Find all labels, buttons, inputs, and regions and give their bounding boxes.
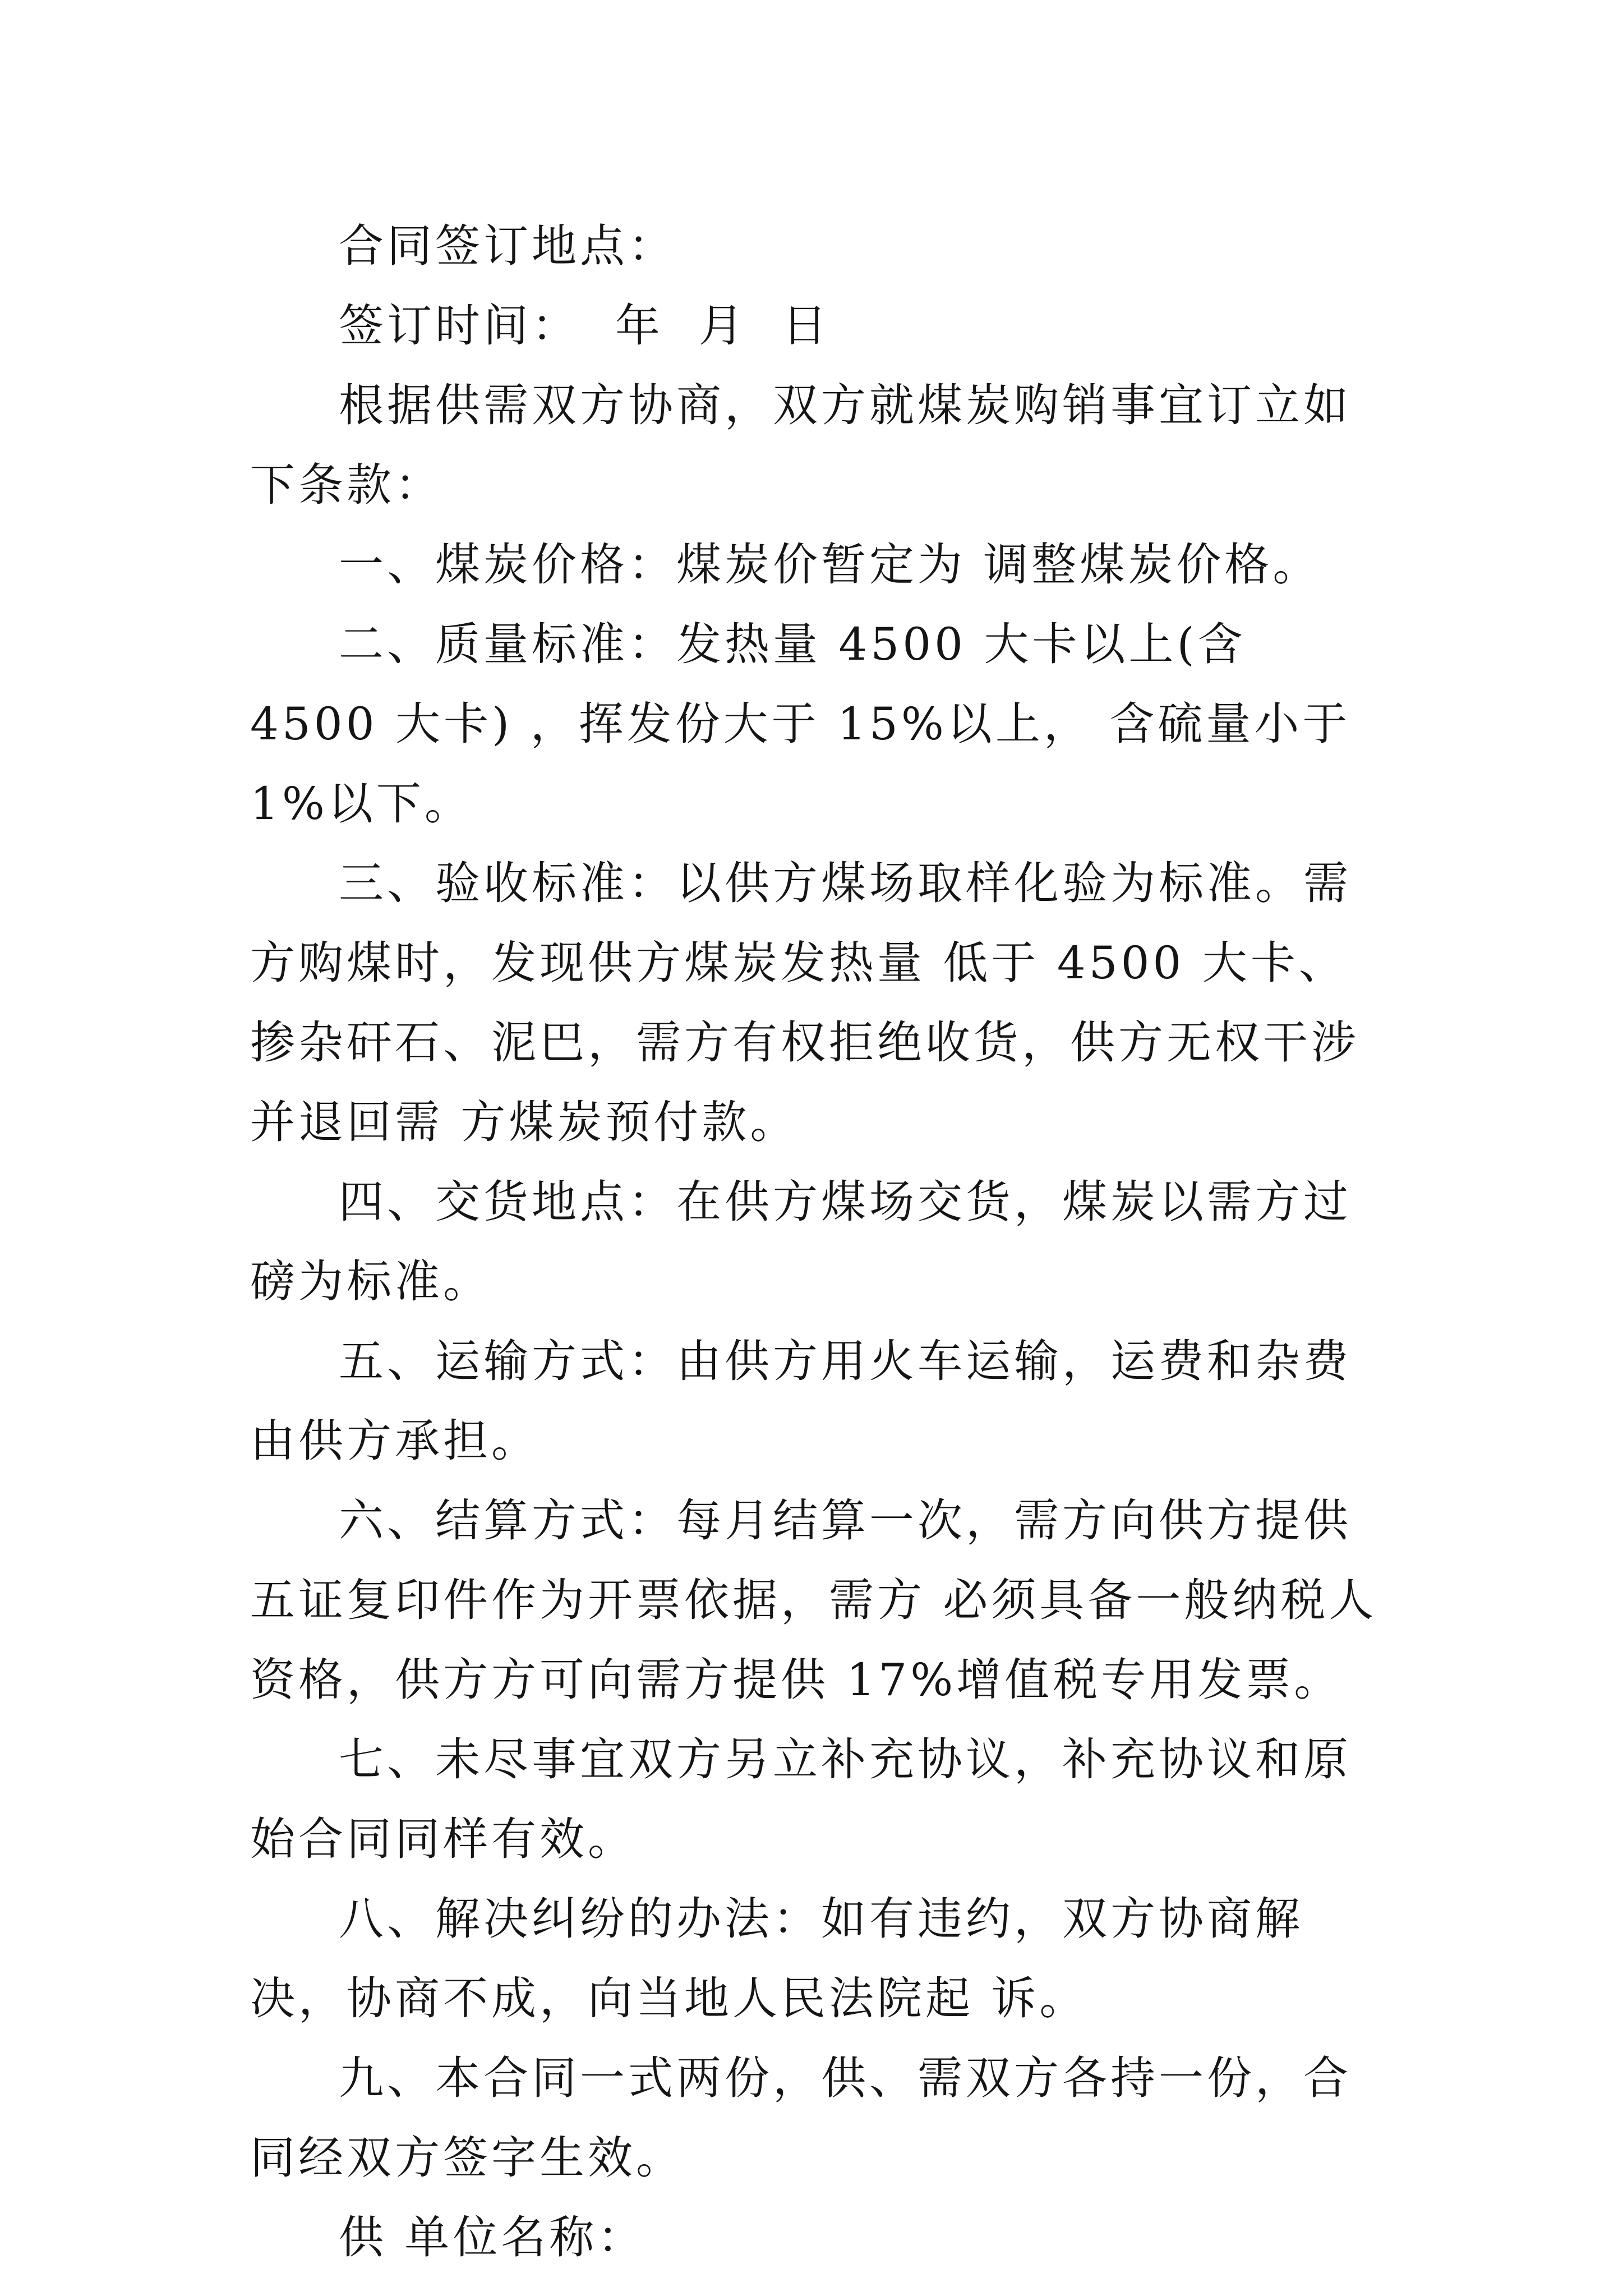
clause-6-settlement: 六、结算方式：每月结算一次，需方向供方提供五证复印件作为开票依据，需方 必须具备一般纳税人资格，供方方可向需方提供 17%增值税专用发票。 bbox=[250, 1494, 1377, 1706]
clause-4-delivery: 四、交货地点：在供方煤场交货，煤炭以需方过磅为标准。 bbox=[250, 1176, 1352, 1308]
clause-5-transport: 五、运输方式：由供方用火车运输，运费和杂费由供方承担。 bbox=[250, 1335, 1352, 1467]
clause-2-quality: 二、质量标准：发热量 4500 大卡以上(含 4500 大卡) ，挥发份大于 15%以上， 含硫量小于 1%以下。 bbox=[250, 618, 1368, 830]
clause-9-copies: 九、本合同一式两份，供、需双方各持一份，合同经双方签字生效。 bbox=[250, 2052, 1352, 2184]
contract-body bbox=[250, 206, 1383, 2277]
preamble-paragraph: 根据供需双方协商，双方就煤炭购销事宜订立如下条款： bbox=[250, 379, 1352, 511]
clause-7-supplement: 七、未尽事宜双方另立补充协议，补充协议和原始合同同样有效。 bbox=[250, 1733, 1352, 1865]
clause-1-price: 一、煤炭价格：煤炭价暂定为 调整煤炭价格。 bbox=[339, 539, 1321, 591]
clause-8-disputes: 八、解决纠纷的办法：如有违约，双方协商解决，协商不成，向当地人民法院起 诉。 bbox=[250, 1893, 1303, 2024]
signing-date-line: 签订时间： 年 月 日 bbox=[339, 300, 831, 352]
signing-place-line: 合同签订地点： bbox=[339, 220, 676, 272]
clause-3-acceptance: 三、验收标准：以供方煤场取样化验为标准。需方购煤时，发现供方煤炭发热量 低于 4500 大卡、掺杂矸石、泥巴，需方有权拒绝收货，供方无权干涉并退回需 方煤炭预付款。 bbox=[250, 857, 1359, 1148]
supplier-name-line: 供 单位名称： bbox=[339, 2211, 646, 2263]
